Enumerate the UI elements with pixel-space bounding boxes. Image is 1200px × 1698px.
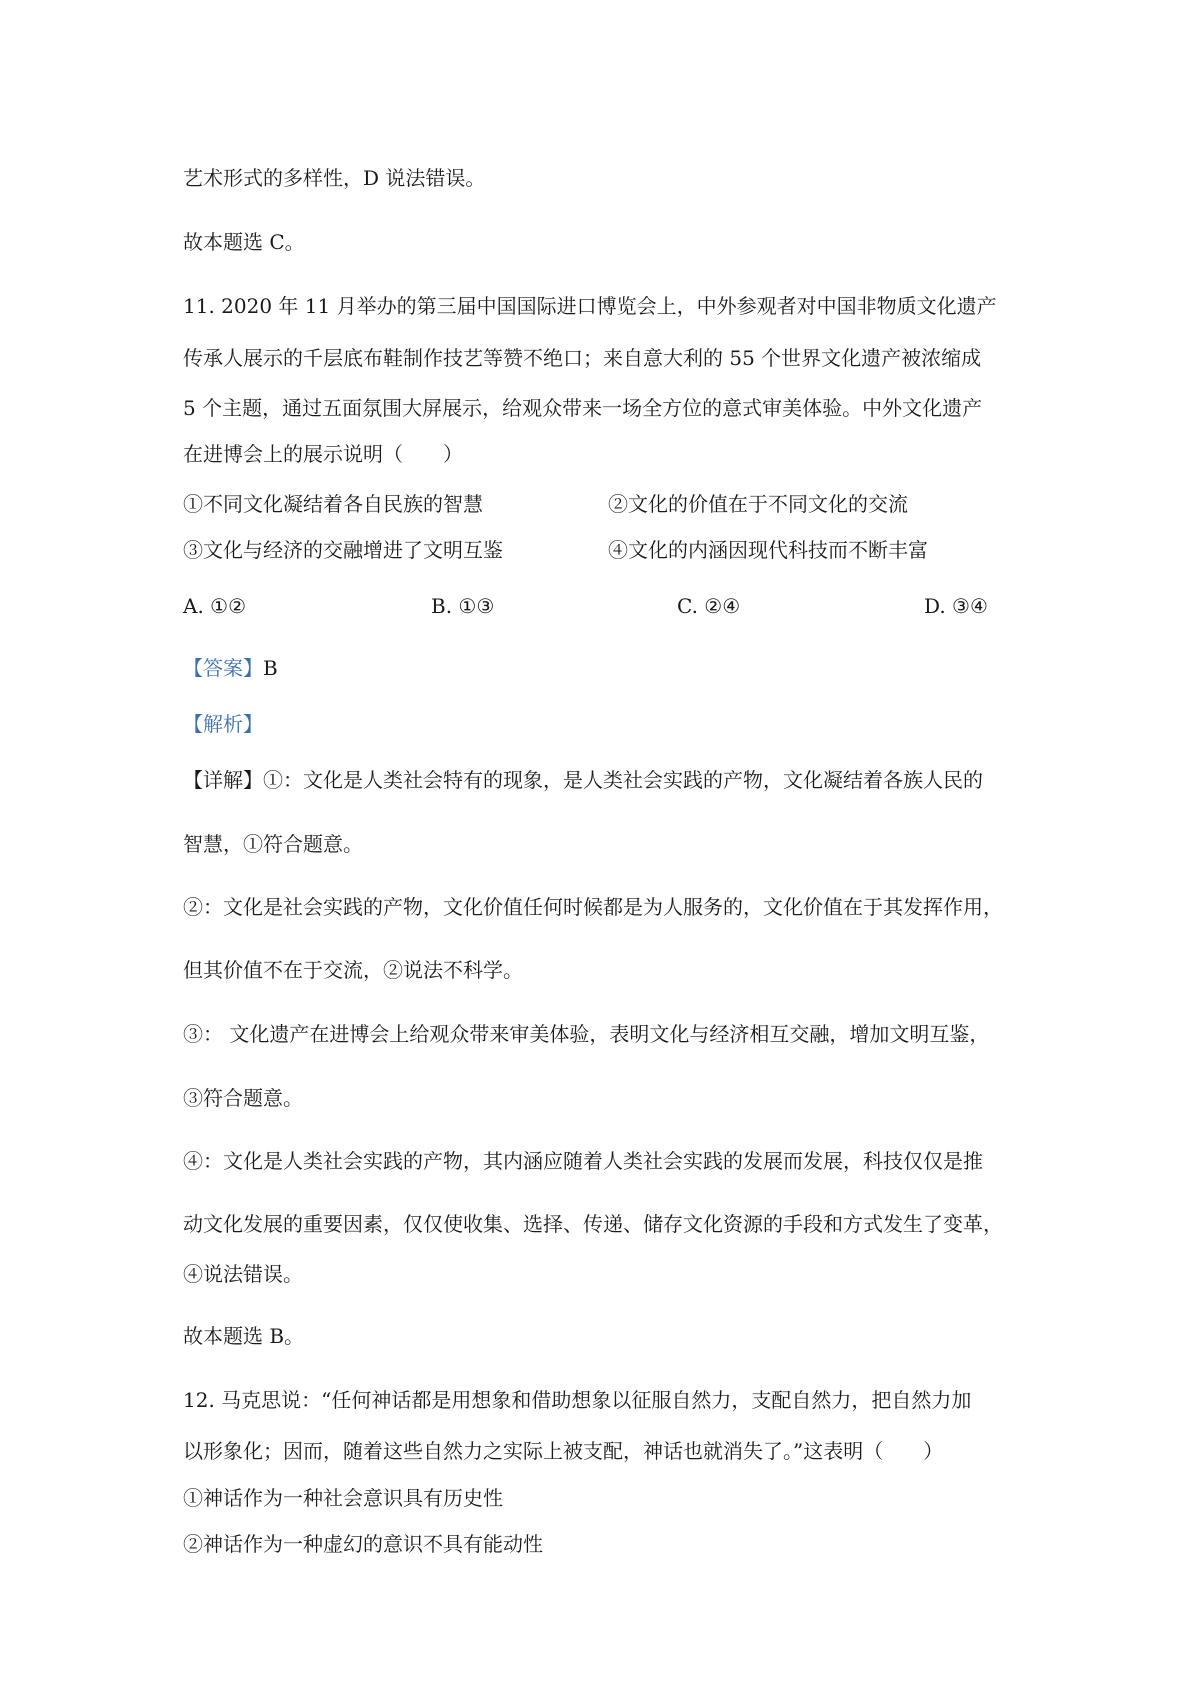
- q11-stem-line: 11. 2020 年 11 月举办的第三届中国国际进口博览会上，中外参观者对中国非物质文化遗产: [183, 294, 997, 318]
- q12-stem-line: 12. 马克思说：“任何神话都是用想象和借助想象以征服自然力，支配自然力，把自然力加: [183, 1388, 972, 1412]
- q11-choice-b: B. ①③: [431, 594, 495, 618]
- q11-stem-line: 在进博会上的展示说明（ ）: [183, 442, 463, 466]
- detail-line: ②：文化是社会实践的产物，文化价值任何时候都是为人服务的，文化价值在于其发挥作用，: [183, 895, 1003, 919]
- q11-statement-3: ③文化与经济的交融增进了文明互鉴: [183, 538, 503, 562]
- answer-value: B: [263, 656, 278, 680]
- q11-choice-a: A. ①②: [183, 594, 247, 618]
- q11-choice-c: C. ②④: [677, 594, 741, 618]
- q11-choice-d: D. ③④: [924, 594, 988, 618]
- detail-line: 动文化发展的重要因素，仅仅使收集、选择、传递、储存文化资源的手段和方式发生了变革，: [183, 1212, 1003, 1236]
- analysis-tag: 【解析】: [183, 712, 263, 736]
- q11-answer: [183, 654, 1033, 682]
- q11-stem-line: 传承人展示的千层底布鞋制作技艺等赞不绝口；来自意大利的 55 个世界文化遗产被浓缩成: [183, 346, 982, 370]
- prev-question-conclusion: 故本题选 C。: [183, 230, 305, 254]
- q12-stem-line: 以形象化；因而，随着这些自然力之实际上被支配，神话也就消失了。”这表明（ ）: [183, 1439, 944, 1463]
- q12-statement-2: ②神话作为一种虚幻的意识不具有能动性: [183, 1532, 543, 1556]
- q12-statement-1: ①神话作为一种社会意识具有历史性: [183, 1486, 503, 1510]
- q11-stem-line: 5 个主题，通过五面氛围大屏展示，给观众带来一场全方位的意式审美体验。中外文化遗产: [183, 396, 983, 420]
- conclusion-line: 故本题选 B。: [183, 1324, 305, 1348]
- detail-line: ③符合题意。: [183, 1086, 303, 1110]
- detail-line: 智慧，①符合题意。: [183, 832, 363, 856]
- detail-line: ③： 文化遗产在进博会上给观众带来审美体验，表明文化与经济相互交融，增加文明互鉴，: [183, 1022, 990, 1046]
- answer-tag: 【答案】: [183, 656, 263, 680]
- prev-question-tail: 艺术形式的多样性，D 说法错误。: [183, 166, 486, 190]
- detail-line: ④说法错误。: [183, 1262, 303, 1286]
- q11-statement-2: ②文化的价值在于不同文化的交流: [608, 492, 908, 516]
- q11-statement-4: ④文化的内涵因现代科技而不断丰富: [608, 538, 928, 562]
- q11-statement-1: ①不同文化凝结着各自民族的智慧: [183, 492, 483, 516]
- detail-line: ④：文化是人类社会实践的产物，其内涵应随着人类社会实践的发展而发展，科技仅仅是推: [183, 1149, 983, 1173]
- detail-line: 【详解】①：文化是人类社会特有的现象，是人类社会实践的产物，文化凝结着各族人民的: [183, 768, 983, 792]
- detail-line: 但其价值不在于交流，②说法不科学。: [183, 958, 523, 982]
